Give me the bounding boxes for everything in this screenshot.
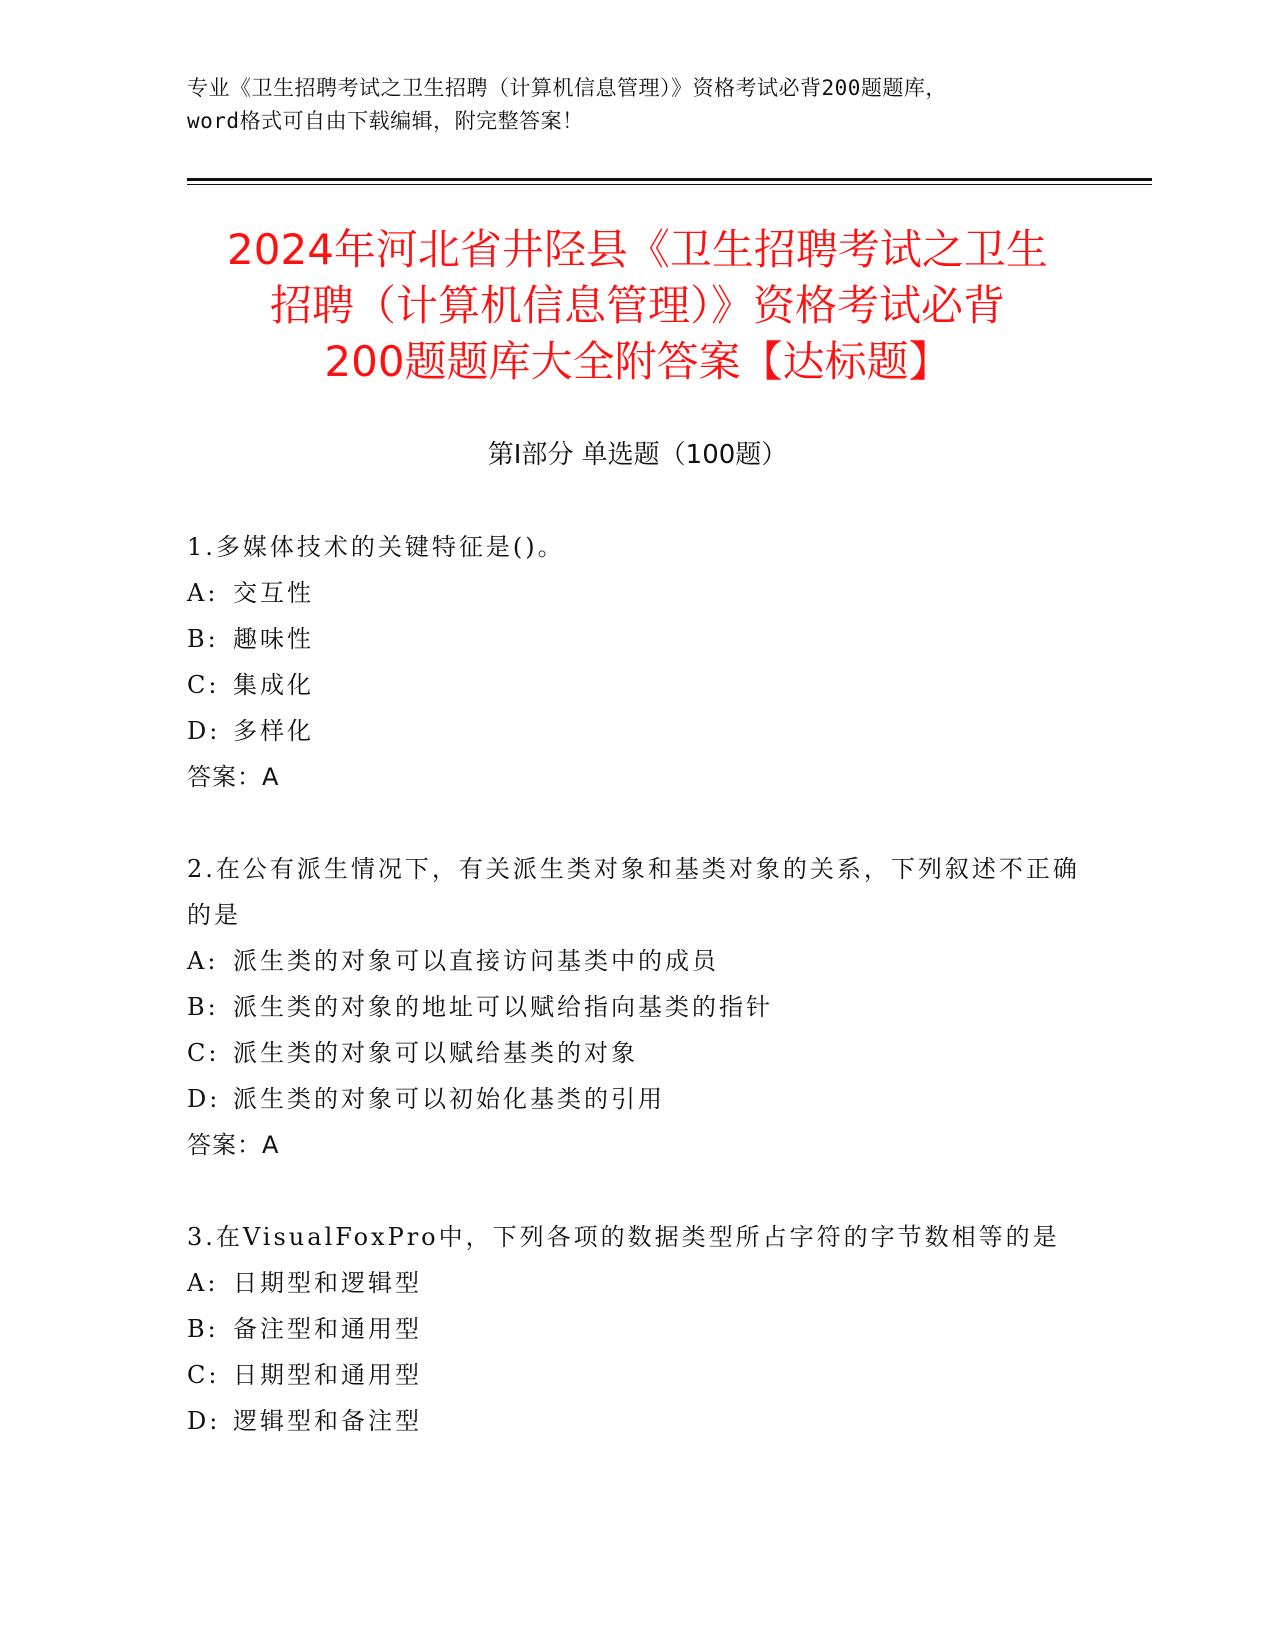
option-d bbox=[187, 1398, 1087, 1444]
option-letter: C: bbox=[187, 1039, 220, 1067]
option-c bbox=[187, 1030, 1087, 1076]
option-text: 交互性 bbox=[233, 579, 314, 607]
title-line-3: 200题题库大全附答案【达标题】 bbox=[324, 337, 951, 386]
option-text: 多样化 bbox=[233, 717, 314, 745]
option-d bbox=[187, 1076, 1087, 1122]
header-note-line-2: word格式可自由下载编辑，附完整答案！ bbox=[187, 109, 584, 133]
option-text: 派生类的对象的地址可以赋给指向基类的指针 bbox=[233, 993, 773, 1021]
question-3 bbox=[187, 1214, 1087, 1444]
option-text: 趣味性 bbox=[233, 625, 314, 653]
title-line-2: 招聘（计算机信息管理）》资格考试必背 bbox=[269, 281, 1005, 330]
question-text: 3.在VisualFoxPro中，下列各项的数据类型所占字符的字节数相等的是 bbox=[187, 1223, 1060, 1251]
question-1 bbox=[187, 524, 1087, 800]
header-note-line-1: 专业《卫生招聘考试之卫生招聘（计算机信息管理）》资格考试必背200题题库， bbox=[187, 76, 947, 100]
option-letter: B: bbox=[187, 625, 219, 653]
option-d bbox=[187, 708, 1087, 754]
option-text: 备注型和通用型 bbox=[233, 1315, 422, 1343]
option-text: 派生类的对象可以初始化基类的引用 bbox=[233, 1085, 665, 1113]
option-letter: D: bbox=[187, 1085, 221, 1113]
option-letter: D: bbox=[187, 717, 221, 745]
option-text: 日期型和逻辑型 bbox=[233, 1269, 422, 1297]
question-list bbox=[187, 524, 1087, 1490]
option-text: 派生类的对象可以赋给基类的对象 bbox=[233, 1039, 638, 1067]
answer-line: 答案：A bbox=[187, 1131, 280, 1159]
option-c bbox=[187, 1352, 1087, 1398]
option-text: 集成化 bbox=[233, 671, 314, 699]
header-divider-thick bbox=[187, 178, 1152, 181]
option-b bbox=[187, 984, 1087, 1030]
question-2 bbox=[187, 846, 1087, 1168]
title-line-1: 2024年河北省井陉县《卫生招聘考试之卫生 bbox=[227, 225, 1048, 274]
option-b bbox=[187, 616, 1087, 662]
answer-line: 答案：A bbox=[187, 763, 280, 791]
option-c bbox=[187, 662, 1087, 708]
option-letter: C: bbox=[187, 1361, 220, 1389]
option-letter: B: bbox=[187, 993, 219, 1021]
option-letter: C: bbox=[187, 671, 220, 699]
option-a bbox=[187, 1260, 1087, 1306]
question-text: 1.多媒体技术的关键特征是()。 bbox=[187, 533, 565, 561]
option-letter: A: bbox=[187, 1269, 219, 1297]
option-letter: B: bbox=[187, 1315, 219, 1343]
option-a bbox=[187, 570, 1087, 616]
option-letter: A: bbox=[187, 579, 219, 607]
question-text: 2.在公有派生情况下，有关派生类对象和基类对象的关系，下列叙述不正确的是 bbox=[187, 855, 1080, 929]
header-note bbox=[187, 72, 1087, 138]
section-title: 第Ⅰ部分 单选题（100题） bbox=[487, 440, 788, 470]
header-divider-thin bbox=[187, 184, 1152, 185]
option-text: 派生类的对象可以直接访问基类中的成员 bbox=[233, 947, 719, 975]
option-a bbox=[187, 938, 1087, 984]
option-b bbox=[187, 1306, 1087, 1352]
option-letter: D: bbox=[187, 1407, 221, 1435]
document-title bbox=[150, 222, 1125, 390]
option-text: 日期型和通用型 bbox=[233, 1361, 422, 1389]
option-letter: A: bbox=[187, 947, 219, 975]
option-text: 逻辑型和备注型 bbox=[233, 1407, 422, 1435]
